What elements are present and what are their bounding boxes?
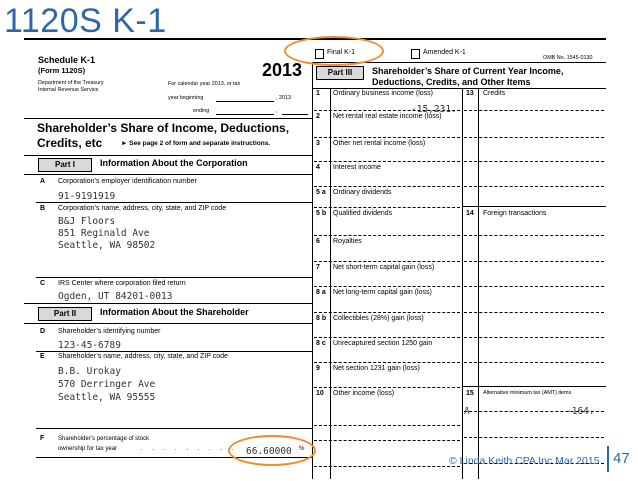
part3-line-label: Other net rental income (loss) [333,140,426,147]
part3-right-entry[interactable] [464,261,604,262]
part3-line-number: 10 [316,390,324,397]
header-divider-left [24,118,312,119]
ownership-percentage: 66.60000 [246,446,292,457]
part3-right-number: 15 [466,390,474,397]
item-a-letter: A [40,178,46,185]
page-divider [607,446,609,472]
part3-line-number: 8 b [316,315,327,322]
part2-header-bottom [24,323,312,324]
tax-year: 2013 [262,60,303,80]
k1-form [24,38,606,481]
schedule-name: Schedule K-1 [38,55,96,65]
item-f-letter: F [40,435,45,442]
corp-city: Seattle, WA 98502 [58,240,156,251]
part3-line-entry[interactable] [314,466,460,467]
slide-title: 1120S K-1 [4,2,167,40]
ending-line [216,114,274,115]
ending-comma: , [276,108,278,114]
item-a-label: Corporation’s employer identification number [58,178,197,185]
part3-line-number: 3 [316,140,320,147]
part3-section-divider [462,386,606,387]
part3-line-label: Collectibles (28%) gain (loss) [333,315,424,322]
item-d-bottom [36,351,312,352]
part2-label: Part II [38,307,92,321]
part3-line-number: 8 c [316,340,326,347]
form-title-line2: Credits, etc [37,136,103,150]
final-k1-label: Final K-1 [327,49,356,56]
part3-line-entry[interactable] [314,286,460,287]
dept-irs: Internal Revenue Service [38,87,99,93]
corp-name: B&J Floors [58,216,116,227]
calendar-year-text: For calendar year 2013, or tax [168,81,241,87]
slide-footer: © Linda Keith CPA Inc Mar 2015 [449,455,600,467]
part2-top [24,303,312,304]
item-d-letter: D [40,328,46,335]
ownership-percent-sign: % [299,446,305,452]
year-beginning-line [216,101,274,102]
part3-right-entry[interactable] [464,437,604,438]
part3-right-entry[interactable] [464,337,604,338]
item-f-leader: . . . . . . . . . [141,446,238,452]
part3-line-entry[interactable] [314,440,460,441]
part3-right-label: Foreign transactions [483,210,547,217]
part3-right-entry[interactable] [464,235,604,236]
part3-line-entry[interactable] [314,161,460,162]
part3-line-number: 9 [316,365,320,372]
amended-k1-label: Amended K-1 [423,49,466,56]
part3-line-entry[interactable] [314,235,460,236]
part3-line-number: 7 [316,264,320,271]
part3-section-divider [462,206,606,207]
part3-line-label: Net section 1231 gain (loss) [333,365,420,372]
part3-right-entry[interactable] [464,186,604,187]
part3-line-entry[interactable] [314,312,460,313]
part3-mid-divider [462,88,463,479]
part3-right-label: Credits [483,90,506,97]
item-f-label-line1: Shareholder’s percentage of stock [58,436,150,442]
part3-line-entry[interactable] [314,337,460,338]
item-a-bottom [36,202,312,203]
form-title-line1: Shareholder’s Share of Income, Deductions, [37,121,290,135]
line1-value: -15,231. [411,104,457,115]
part3-line-label: Net long-term capital gain (loss) [333,289,432,296]
ownership-highlight [228,435,316,466]
part1-top [24,155,312,156]
part3-right-num-col [478,88,479,479]
part3-line-entry[interactable] [314,261,460,262]
shareholder-street: 570 Derringer Ave [58,379,156,390]
ending-year-line [282,114,308,115]
part3-line-entry[interactable] [314,362,460,363]
part3-line-label: Ordinary business income (loss) [333,90,433,97]
page-number: 47 [613,450,630,467]
item-b-label: Corporation’s name, address, city, state, and ZIP code [58,205,227,212]
part3-right-label: Alternative minimum tax (AMT) items [483,390,572,396]
item-b-bottom [36,277,312,278]
shareholder-name: B.B. Urokay [58,366,121,377]
form-name: (Form 1120S) [38,66,86,75]
part1-label: Part I [38,158,92,172]
part3-line-label: Royalties [333,238,362,245]
item-e-label: Shareholder’s name, address, city, state, and ZIP code [58,353,228,360]
part3-right-entry[interactable] [464,286,604,287]
dept-treasury: Department of the Treasury [38,80,104,86]
part3-line-number: 2 [316,113,320,120]
item-d-label: Shareholder’s identifying number [58,328,161,335]
part3-right-entry[interactable] [464,161,604,162]
part3-line-label: Qualified dividends [333,210,393,217]
part3-line-label: Net rental real estate income (loss) [333,113,442,120]
part3-line-label: Unrecaptured section 1250 gain [333,340,433,347]
shareholder-city: Seattle, WA 95555 [58,392,156,403]
part3-line-number: 6 [316,238,320,245]
amt-code: A [464,406,470,417]
part3-line-entry[interactable] [314,425,460,426]
part3-line-entry[interactable] [314,137,460,138]
part3-line-label: Interest income [333,164,381,171]
shareholder-id: 123-45-6789 [58,340,121,351]
part3-right-entry[interactable] [464,312,604,313]
item-c-letter: C [40,280,46,287]
form-center-divider [312,64,313,479]
corp-ein: 91-9191919 [58,191,116,202]
ending-label: ending [193,108,210,114]
part3-title-line2: Deductions, Credits, and Other Items [372,77,531,87]
item-f-label-line2: ownership for tax year [58,446,118,452]
final-k1-highlight [284,36,384,66]
amt-value: -164. [566,406,595,417]
part3-header-bottom [312,88,606,89]
part3-line-label: Other income (loss) [333,390,395,397]
part1-header-bottom [24,174,312,175]
item-b-letter: B [40,205,46,212]
part3-title-line1: Shareholder’s Share of Current Year Income, [372,66,564,76]
part3-line-entry[interactable] [314,387,460,388]
part3-right-entry[interactable] [464,137,604,138]
part1-title: Information About the Corporation [100,158,248,168]
part3-line-label: Ordinary dividends [333,189,392,196]
irs-center: Ogden, UT 84201-0013 [58,291,173,302]
part3-line-number: 1 [316,90,320,97]
part3-line-entry[interactable] [314,186,460,187]
corp-street: 851 Reginald Ave [58,228,150,239]
part3-line-label: Net short-term capital gain (loss) [333,264,435,271]
part3-line-entry[interactable] [314,207,460,208]
part3-line-number: 4 [316,164,320,171]
item-e-letter: E [40,353,45,360]
omb-number: OMB No. 1545-0130 [543,55,593,61]
part3-right-number: 13 [466,90,474,97]
amended-k1-checkbox[interactable] [411,49,420,59]
part3-right-entry[interactable] [464,362,604,363]
item-e-bottom [36,428,312,429]
part3-right-number: 14 [466,210,474,217]
see-page-note: ► See page 2 of form and separate instructions. [121,140,271,147]
part3-line-number: 5 a [316,189,326,196]
part3-label: Part III [316,66,364,80]
part3-line-number: 5 b [316,210,327,217]
item-c-label: IRS Center where corporation filed return [58,280,186,287]
part2-title: Information About the Shareholder [100,307,249,317]
year-comma: , 2013 [276,95,291,101]
part3-line-number: 8 a [316,289,326,296]
part3-right-entry[interactable] [464,110,604,111]
part3-num-col [330,88,331,479]
year-beginning-label: year beginning [168,95,204,101]
